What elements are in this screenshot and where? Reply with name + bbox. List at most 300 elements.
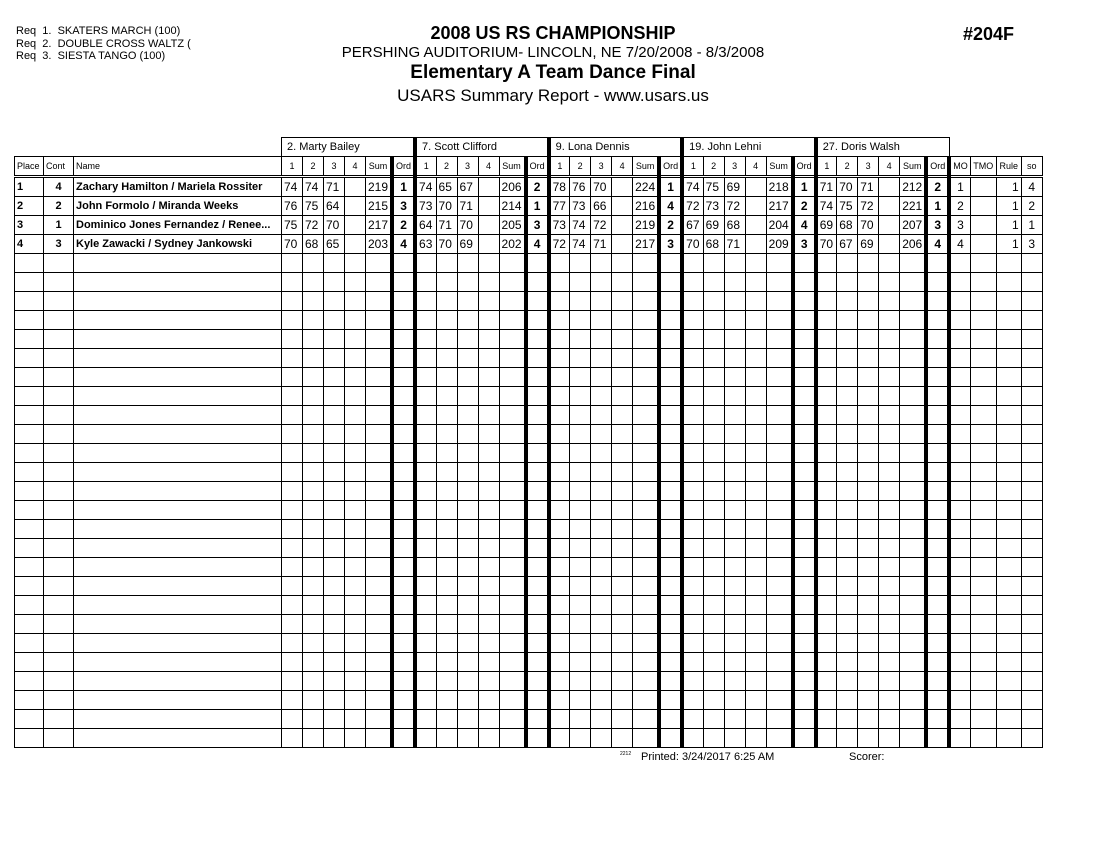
empty-cell <box>282 634 303 653</box>
empty-cell <box>366 558 393 577</box>
empty-cell <box>996 273 1021 292</box>
empty-cell <box>682 406 703 425</box>
empty-cell <box>415 539 436 558</box>
empty-cell <box>900 292 927 311</box>
empty-cell <box>15 501 44 520</box>
empty-cell <box>879 330 900 349</box>
score-cell: 71 <box>591 235 612 254</box>
score-cell <box>745 216 766 235</box>
empty-cell <box>900 425 927 444</box>
empty-cell <box>816 273 837 292</box>
score-cell: 70 <box>457 216 478 235</box>
sum-cell: 217 <box>366 216 393 235</box>
empty-cell <box>724 634 745 653</box>
empty-cell <box>526 425 549 444</box>
empty-cell <box>793 368 816 387</box>
empty-cell <box>457 596 478 615</box>
empty-cell <box>900 691 927 710</box>
empty-cell <box>549 254 570 273</box>
empty-cell <box>499 596 526 615</box>
empty-cell <box>415 596 436 615</box>
empty-cell <box>570 254 591 273</box>
empty-cell <box>766 520 793 539</box>
empty-cell <box>816 615 837 634</box>
ordinal-cell: 4 <box>392 235 415 254</box>
empty-cell <box>837 653 858 672</box>
judge-header-row <box>15 138 1043 157</box>
cont-cell: 4 <box>44 177 74 197</box>
empty-cell <box>345 292 366 311</box>
empty-cell <box>724 330 745 349</box>
empty-cell <box>591 273 612 292</box>
empty-cell <box>682 710 703 729</box>
empty-cell <box>612 292 633 311</box>
empty-cell <box>659 349 682 368</box>
empty-cell <box>282 691 303 710</box>
score-cell: 69 <box>724 177 745 197</box>
empty-cell <box>926 482 949 501</box>
empty-cell <box>74 330 282 349</box>
empty-cell <box>970 273 996 292</box>
empty-cell <box>949 615 970 634</box>
empty-cell <box>345 710 366 729</box>
empty-cell <box>816 406 837 425</box>
empty-cell <box>816 691 837 710</box>
empty-cell <box>526 501 549 520</box>
empty-cell <box>879 653 900 672</box>
empty-cell <box>793 387 816 406</box>
col-judge-sub: 4 <box>745 157 766 177</box>
score-cell <box>478 177 499 197</box>
empty-cell <box>703 653 724 672</box>
empty-cell <box>682 501 703 520</box>
empty-cell <box>282 558 303 577</box>
ordinal-cell: 2 <box>926 177 949 197</box>
empty-cell <box>324 653 345 672</box>
empty-cell <box>478 558 499 577</box>
place-cell: 2 <box>15 197 44 216</box>
empty-cell <box>1021 672 1042 691</box>
empty-row <box>15 292 1043 311</box>
empty-cell <box>633 653 660 672</box>
empty-cell <box>570 444 591 463</box>
score-cell: 69 <box>457 235 478 254</box>
empty-cell <box>570 387 591 406</box>
empty-cell <box>549 425 570 444</box>
empty-cell <box>816 653 837 672</box>
empty-row <box>15 349 1043 368</box>
empty-cell <box>345 330 366 349</box>
col-judge-sub: 1 <box>682 157 703 177</box>
empty-cell <box>44 539 74 558</box>
empty-cell <box>996 596 1021 615</box>
empty-cell <box>549 349 570 368</box>
empty-cell <box>816 634 837 653</box>
rule-cell: 1 <box>996 177 1021 197</box>
empty-cell <box>392 387 415 406</box>
empty-cell <box>392 330 415 349</box>
empty-cell <box>499 615 526 634</box>
empty-cell <box>858 425 879 444</box>
empty-cell <box>766 349 793 368</box>
score-cell: 74 <box>282 177 303 197</box>
empty-cell <box>366 710 393 729</box>
empty-cell <box>366 729 393 748</box>
empty-cell <box>900 463 927 482</box>
empty-cell <box>724 672 745 691</box>
empty-cell <box>526 330 549 349</box>
empty-cell <box>366 387 393 406</box>
empty-cell <box>970 444 996 463</box>
empty-cell <box>303 330 324 349</box>
empty-cell <box>816 596 837 615</box>
score-cell: 76 <box>570 177 591 197</box>
score-cell: 70 <box>436 235 457 254</box>
empty-cell <box>457 653 478 672</box>
empty-cell <box>949 368 970 387</box>
empty-cell <box>858 368 879 387</box>
empty-cell <box>612 330 633 349</box>
empty-cell <box>345 254 366 273</box>
tmo-cell <box>970 197 996 216</box>
empty-cell <box>74 615 282 634</box>
empty-cell <box>549 273 570 292</box>
score-cell: 74 <box>415 177 436 197</box>
empty-cell <box>1021 729 1042 748</box>
empty-cell <box>970 710 996 729</box>
empty-cell <box>659 425 682 444</box>
empty-cell <box>659 387 682 406</box>
empty-cell <box>392 710 415 729</box>
empty-cell <box>549 501 570 520</box>
empty-cell <box>478 349 499 368</box>
empty-cell <box>793 311 816 330</box>
empty-cell <box>366 311 393 330</box>
empty-cell <box>793 273 816 292</box>
col-judge-sub: Ord <box>526 157 549 177</box>
empty-cell <box>74 577 282 596</box>
empty-cell <box>392 349 415 368</box>
empty-cell <box>15 539 44 558</box>
empty-cell <box>74 691 282 710</box>
empty-cell <box>745 710 766 729</box>
empty-cell <box>478 330 499 349</box>
skaters-name: Zachary Hamilton / Mariela Rossiter <box>74 177 282 197</box>
empty-cell <box>612 691 633 710</box>
empty-cell <box>837 254 858 273</box>
empty-cell <box>879 596 900 615</box>
empty-cell <box>793 444 816 463</box>
event-number: #204F <box>963 24 1015 44</box>
score-cell: 72 <box>682 197 703 216</box>
empty-cell <box>703 463 724 482</box>
empty-cell <box>703 311 724 330</box>
empty-cell <box>436 311 457 330</box>
empty-cell <box>949 729 970 748</box>
empty-cell <box>879 501 900 520</box>
empty-cell <box>724 710 745 729</box>
empty-cell <box>549 729 570 748</box>
sum-cell: 219 <box>633 216 660 235</box>
sum-cell: 206 <box>499 177 526 197</box>
empty-cell <box>926 634 949 653</box>
empty-cell <box>703 406 724 425</box>
sum-cell: 204 <box>766 216 793 235</box>
empty-cell <box>633 387 660 406</box>
empty-cell <box>15 729 44 748</box>
empty-cell <box>793 691 816 710</box>
empty-cell <box>858 444 879 463</box>
empty-cell <box>478 482 499 501</box>
empty-cell <box>879 482 900 501</box>
empty-cell <box>478 634 499 653</box>
empty-cell <box>633 691 660 710</box>
empty-cell <box>499 330 526 349</box>
empty-cell <box>900 539 927 558</box>
empty-cell <box>745 368 766 387</box>
empty-cell <box>366 444 393 463</box>
empty-cell <box>282 653 303 672</box>
empty-cell <box>659 273 682 292</box>
empty-cell <box>526 729 549 748</box>
score-cell: 68 <box>837 216 858 235</box>
empty-cell <box>324 539 345 558</box>
empty-cell <box>970 387 996 406</box>
empty-cell <box>478 463 499 482</box>
empty-cell <box>970 596 996 615</box>
empty-cell <box>879 672 900 691</box>
empty-cell <box>793 520 816 539</box>
empty-cell <box>478 406 499 425</box>
empty-cell <box>633 539 660 558</box>
empty-cell <box>970 520 996 539</box>
empty-cell <box>703 425 724 444</box>
empty-cell <box>745 254 766 273</box>
empty-cell <box>900 406 927 425</box>
empty-cell <box>879 425 900 444</box>
judge-name: 19. John Lehni <box>682 138 816 157</box>
empty-cell <box>837 387 858 406</box>
col-judge-sub: 4 <box>879 157 900 177</box>
empty-cell <box>837 425 858 444</box>
empty-cell <box>996 387 1021 406</box>
empty-cell <box>970 330 996 349</box>
empty-cell <box>478 577 499 596</box>
empty-cell <box>996 691 1021 710</box>
empty-cell <box>74 463 282 482</box>
empty-cell <box>816 349 837 368</box>
empty-cell <box>478 273 499 292</box>
empty-cell <box>724 558 745 577</box>
col-judge-sub: Sum <box>633 157 660 177</box>
empty-cell <box>570 482 591 501</box>
empty-cell <box>15 425 44 444</box>
empty-cell <box>659 672 682 691</box>
empty-cell <box>44 653 74 672</box>
empty-cell <box>766 615 793 634</box>
empty-cell <box>303 729 324 748</box>
empty-cell <box>415 330 436 349</box>
ordinal-cell: 4 <box>526 235 549 254</box>
empty-cell <box>659 634 682 653</box>
empty-cell <box>970 292 996 311</box>
empty-cell <box>900 501 927 520</box>
empty-cell <box>879 273 900 292</box>
empty-cell <box>612 558 633 577</box>
col-judge-sub: Ord <box>793 157 816 177</box>
empty-cell <box>415 349 436 368</box>
empty-cell <box>549 710 570 729</box>
empty-cell <box>858 729 879 748</box>
empty-cell <box>436 254 457 273</box>
empty-cell <box>879 691 900 710</box>
empty-cell <box>996 520 1021 539</box>
printed-timestamp: Printed: 3/24/2017 6:25 AM <box>641 751 775 763</box>
empty-cell <box>703 368 724 387</box>
score-cell: 70 <box>324 216 345 235</box>
empty-cell <box>837 330 858 349</box>
empty-cell <box>659 254 682 273</box>
empty-cell <box>837 463 858 482</box>
empty-cell <box>591 596 612 615</box>
empty-cell <box>793 596 816 615</box>
empty-cell <box>549 691 570 710</box>
empty-cell <box>659 710 682 729</box>
col-judge-sub: Sum <box>900 157 927 177</box>
empty-cell <box>633 634 660 653</box>
empty-cell <box>570 558 591 577</box>
empty-cell <box>591 425 612 444</box>
empty-cell <box>570 672 591 691</box>
empty-cell <box>682 292 703 311</box>
empty-cell <box>745 577 766 596</box>
empty-cell <box>44 349 74 368</box>
empty-cell <box>303 653 324 672</box>
empty-cell <box>436 691 457 710</box>
ordinal-cell: 2 <box>526 177 549 197</box>
empty-cell <box>633 729 660 748</box>
empty-cell <box>44 444 74 463</box>
empty-cell <box>837 444 858 463</box>
empty-cell <box>682 691 703 710</box>
empty-cell <box>926 463 949 482</box>
empty-cell <box>366 672 393 691</box>
empty-cell <box>816 710 837 729</box>
score-cell: 68 <box>703 235 724 254</box>
empty-cell <box>682 634 703 653</box>
empty-cell <box>996 254 1021 273</box>
ordinal-cell: 3 <box>392 197 415 216</box>
empty-cell <box>858 520 879 539</box>
empty-cell <box>415 254 436 273</box>
empty-row <box>15 482 1043 501</box>
empty-cell <box>1021 539 1042 558</box>
empty-cell <box>858 349 879 368</box>
empty-cell <box>996 368 1021 387</box>
empty-cell <box>900 577 927 596</box>
empty-cell <box>526 672 549 691</box>
empty-cell <box>703 501 724 520</box>
empty-cell <box>612 387 633 406</box>
tmo-cell <box>970 177 996 197</box>
empty-cell <box>478 520 499 539</box>
empty-cell <box>996 349 1021 368</box>
empty-cell <box>345 615 366 634</box>
empty-cell <box>74 406 282 425</box>
empty-cell <box>879 463 900 482</box>
empty-cell <box>633 273 660 292</box>
empty-cell <box>499 653 526 672</box>
empty-cell <box>1021 558 1042 577</box>
empty-cell <box>392 558 415 577</box>
score-cell: 74 <box>570 235 591 254</box>
sum-cell: 216 <box>633 197 660 216</box>
empty-cell <box>949 653 970 672</box>
empty-cell <box>724 501 745 520</box>
empty-cell <box>1021 463 1042 482</box>
empty-cell <box>549 672 570 691</box>
requirements-list <box>16 25 191 63</box>
empty-cell <box>858 653 879 672</box>
empty-cell <box>996 558 1021 577</box>
empty-cell <box>1021 653 1042 672</box>
ordinal-cell: 3 <box>659 235 682 254</box>
empty-cell <box>996 672 1021 691</box>
empty-cell <box>345 653 366 672</box>
empty-cell <box>1021 273 1042 292</box>
score-cell: 67 <box>457 177 478 197</box>
score-cell: 72 <box>549 235 570 254</box>
empty-cell <box>659 558 682 577</box>
empty-cell <box>793 501 816 520</box>
empty-cell <box>659 653 682 672</box>
score-cell: 72 <box>591 216 612 235</box>
sum-cell: 224 <box>633 177 660 197</box>
ordinal-cell: 4 <box>659 197 682 216</box>
empty-cell <box>703 558 724 577</box>
empty-cell <box>996 406 1021 425</box>
empty-cell <box>900 729 927 748</box>
empty-cell <box>682 368 703 387</box>
empty-cell <box>436 710 457 729</box>
score-cell <box>612 216 633 235</box>
empty-cell <box>724 539 745 558</box>
score-cell: 72 <box>303 216 324 235</box>
ordinal-cell: 4 <box>793 216 816 235</box>
empty-row <box>15 368 1043 387</box>
empty-cell <box>591 330 612 349</box>
empty-cell <box>949 482 970 501</box>
empty-cell <box>366 596 393 615</box>
score-cell: 70 <box>436 197 457 216</box>
empty-cell <box>879 311 900 330</box>
empty-cell <box>682 520 703 539</box>
place-cell: 3 <box>15 216 44 235</box>
empty-cell <box>970 254 996 273</box>
empty-cell <box>457 349 478 368</box>
empty-cell <box>74 482 282 501</box>
empty-cell <box>478 425 499 444</box>
column-header-row <box>15 157 1043 177</box>
empty-cell <box>526 558 549 577</box>
empty-cell <box>858 615 879 634</box>
empty-cell <box>949 577 970 596</box>
empty-cell <box>549 330 570 349</box>
empty-cell <box>44 387 74 406</box>
empty-cell <box>366 634 393 653</box>
empty-cell <box>436 349 457 368</box>
empty-cell <box>926 577 949 596</box>
